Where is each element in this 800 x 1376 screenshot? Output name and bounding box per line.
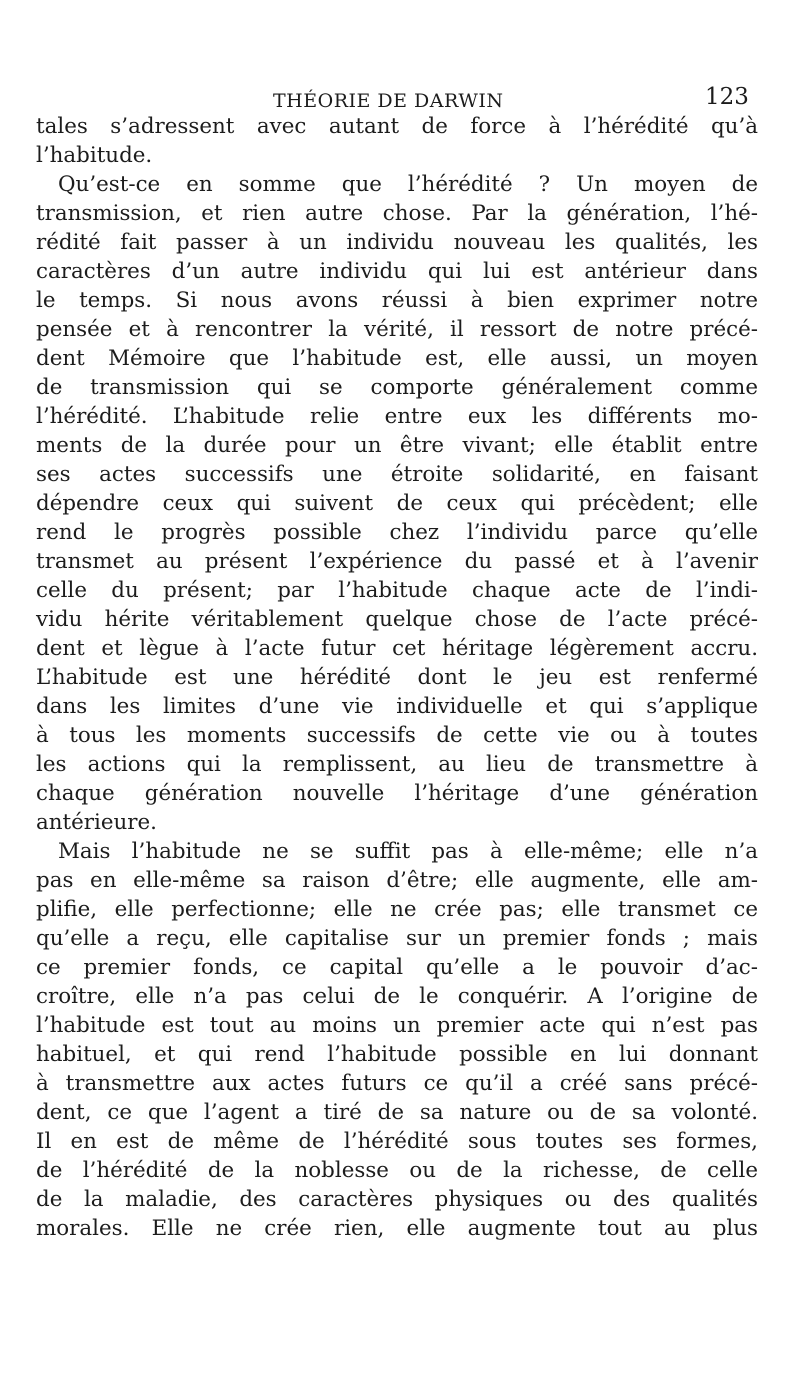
- text-line: le temps. Si nous avons réussi à bien exprimer notre: [36, 288, 758, 313]
- text-line: transmet au présent l’expérience du passé et à l’avenir: [36, 549, 758, 574]
- page-number: 123: [705, 84, 749, 110]
- text-line: l’habitude est tout au moins un premier acte qui n’est pas: [36, 1013, 758, 1038]
- text-line: antérieure.: [36, 810, 157, 835]
- text-line: pensée et à rencontrer la vérité, il ressort de notre précé-: [36, 317, 758, 342]
- text-line: rédité fait passer à un individu nouveau les qualités, les: [36, 230, 758, 255]
- text-line: dent, ce que l’agent a tiré de sa nature ou de sa volonté.: [36, 1100, 758, 1125]
- text-line: celle du présent; par l’habitude chaque acte de l’indi-: [36, 578, 758, 603]
- text-line: caractères d’un autre individu qui lui est antérieur dans: [36, 259, 758, 284]
- body-text: [36, 112, 758, 1243]
- text-line: Mais l’habitude ne se suffit pas à elle-même; elle n’a: [58, 839, 758, 864]
- text-line: rend le progrès possible chez l’individu parce qu’elle: [36, 520, 758, 545]
- text-line: dent et lègue à l’acte futur cet héritage légèrement accru.: [36, 636, 758, 661]
- text-line: de transmission qui se comporte généralement comme: [36, 375, 758, 400]
- text-line: vidu hérite véritablement quelque chose de l’acte précé-: [36, 607, 758, 632]
- text-line: plifie, elle perfectionne; elle ne crée pas; elle transmet ce: [36, 897, 758, 922]
- running-title: THÉORIE DE DARWIN: [273, 90, 504, 112]
- text-line: de l’hérédité de la noblesse ou de la richesse, de celle: [36, 1158, 758, 1183]
- text-line: Il en est de même de l’hérédité sous toutes ses formes,: [36, 1129, 758, 1154]
- text-line: dans les limites d’une vie individuelle et qui s’applique: [36, 694, 758, 719]
- text-line: L’habitude est une hérédité dont le jeu est renfermé: [36, 665, 758, 690]
- text-line: les actions qui la remplissent, au lieu de transmettre à: [36, 752, 758, 777]
- text-line: ses actes successifs une étroite solidarité, en faisant: [36, 462, 758, 487]
- text-line: morales. Elle ne crée rien, elle augmente tout au plus: [36, 1216, 758, 1241]
- text-line: ments de la durée pour un être vivant; elle établit entre: [36, 433, 758, 458]
- text-line: ce premier fonds, ce capital qu’elle a le pouvoir d’ac-: [36, 955, 758, 980]
- text-line: dent Mémoire que l’habitude est, elle aussi, un moyen: [36, 346, 758, 371]
- text-line: habituel, et qui rend l’habitude possible en lui donnant: [36, 1042, 758, 1067]
- text-line: qu’elle a reçu, elle capitalise sur un premier fonds ; mais: [36, 926, 758, 951]
- text-line: croître, elle n’a pas celui de le conquérir. A l’origine de: [36, 984, 758, 1009]
- text-line: l’hérédité. L’habitude relie entre eux les différents mo-: [36, 404, 758, 429]
- text-line: chaque génération nouvelle l’héritage d’une génération: [36, 781, 758, 806]
- text-line: pas en elle-même sa raison d’être; elle augmente, elle am-: [36, 868, 758, 893]
- text-line: dépendre ceux qui suivent de ceux qui précèdent; elle: [36, 491, 758, 516]
- text-line: tales s’adressent avec autant de force à l’hérédité qu’à: [36, 114, 758, 139]
- text-line: transmission, et rien autre chose. Par la génération, l’hé-: [36, 201, 758, 226]
- text-line: à transmettre aux actes futurs ce qu’il a créé sans précé-: [36, 1071, 758, 1096]
- text-line: Qu’est-ce en somme que l’hérédité ? Un moyen de: [58, 172, 758, 197]
- text-line: de la maladie, des caractères physiques ou des qualités: [36, 1187, 758, 1212]
- text-line: l’habitude.: [36, 143, 153, 168]
- text-line: à tous les moments successifs de cette vie ou à toutes: [36, 723, 758, 748]
